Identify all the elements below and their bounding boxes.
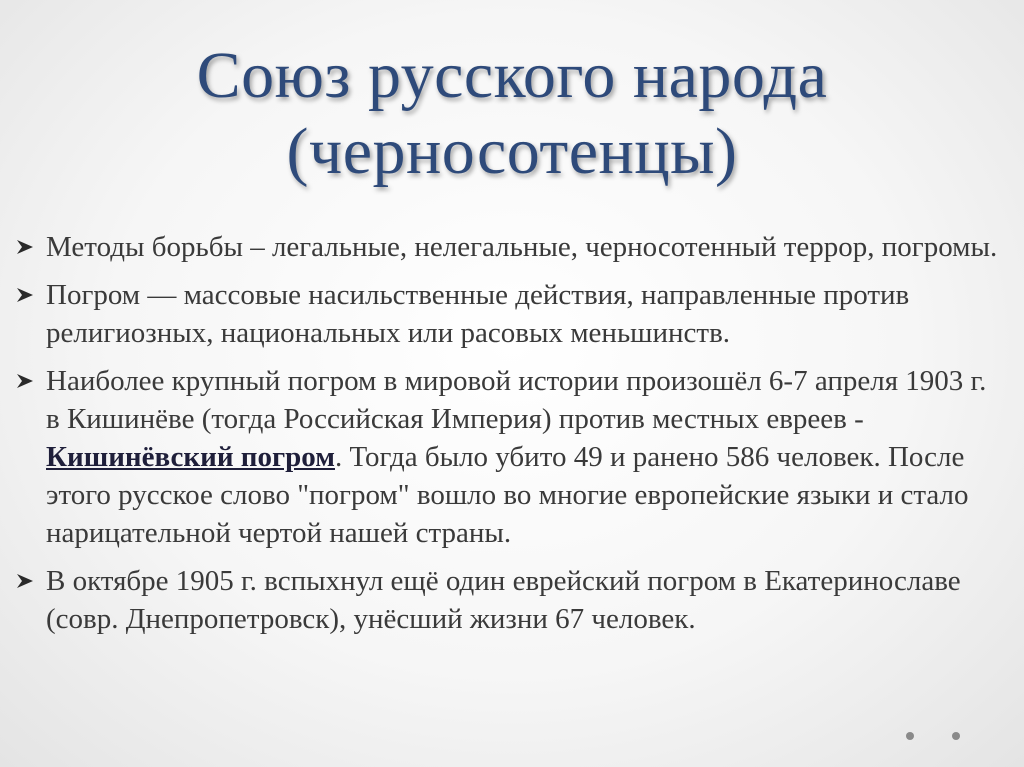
arrowhead-bullet-icon (14, 228, 40, 266)
kishinev-pogrom-link[interactable]: Кишинёвский погром (46, 441, 335, 473)
decoration-dot (906, 732, 914, 740)
bullet-list (14, 228, 1004, 648)
bullet-item-pogrom-definition (14, 276, 1004, 352)
slide-title (0, 38, 1024, 190)
bullet-item-ekaterinoslav (14, 562, 1004, 638)
bullet-item-methods (14, 228, 1004, 266)
arrowhead-bullet-icon (14, 362, 40, 400)
bullet-item-kishinev (14, 362, 1004, 552)
decoration-dot (952, 732, 960, 740)
bullet-text: В октябре 1905 г. вспыхнул ещё один еврейский погром в Екатеринославе (совр. Днепропетровск), унёсший жизни 67 человек. (46, 565, 961, 635)
bullet-text: Методы борьбы – легальные, нелегальные, черносотенный террор, погромы. (46, 231, 998, 263)
slide-title-line-2: (черносотенцы) (286, 115, 738, 188)
slide-title-line-1: Союз русского народа (196, 39, 828, 112)
bullet-text-before-link: Наиболее крупный погром в мировой истории произошёл 6-7 апреля 1903 г. в Кишинёве (тогда Российская Империя) против местных евреев - (46, 365, 987, 435)
bullet-text-after-link: . Тогда было убито 49 и ранено 586 человек. После этого русское слово "погром" вошло во многие европейские языки и стало нарицательной чертой нашей страны. (46, 441, 969, 549)
dots-decoration-icon (906, 730, 966, 742)
bullet-text: Погром — массовые насильственные действия, направленные против религиозных, национальных или расовых меньшинств. (46, 279, 910, 349)
arrowhead-bullet-icon (14, 562, 40, 600)
arrowhead-bullet-icon (14, 276, 40, 314)
